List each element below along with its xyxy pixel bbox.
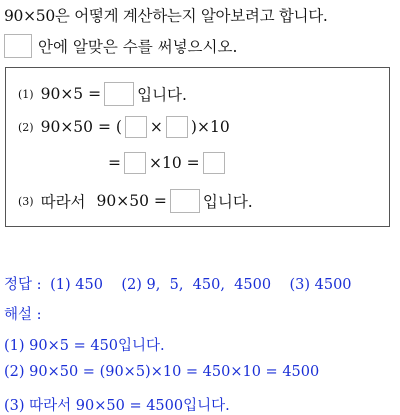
- answer-box-legend: [4, 34, 32, 58]
- item-number-3: (3): [18, 194, 34, 208]
- item-number-1: (1): [18, 87, 34, 101]
- answer-box-3a[interactable]: [124, 152, 146, 174]
- panel-row-4: [18, 189, 253, 213]
- question-line-1: 90×50은 어떻게 계산하는지 알아보려고 합니다.: [4, 7, 328, 25]
- answer-label: 정답 :: [4, 277, 42, 293]
- panel-row-2: [18, 116, 230, 138]
- answer-items: (1) 450 (2) 9, 5, 450, 4500 (3) 4500: [50, 277, 352, 293]
- answer-box-3b[interactable]: [203, 152, 225, 174]
- row4-prefix: 따라서: [40, 193, 86, 211]
- row1-suffix: 입니다.: [137, 86, 187, 104]
- row2-close: )×10: [190, 118, 230, 136]
- answer-box-2a[interactable]: [125, 116, 147, 138]
- explanation-line-2: (2) 90×50 = (90×5)×10 = 450×10 = 4500: [4, 364, 320, 380]
- explanation-label: 해설 :: [4, 307, 42, 323]
- question-line-2: [4, 34, 237, 58]
- row3-times10: ×10 =: [149, 154, 200, 172]
- problem-panel: [5, 67, 390, 227]
- row4-suffix: 입니다.: [202, 193, 253, 211]
- explanation-line-3: (3) 따라서 90×50 = 4500입니다.: [4, 398, 230, 414]
- answer-box-4[interactable]: [170, 189, 200, 213]
- panel-row-3: [108, 152, 225, 174]
- row1-expression: 90×5 =: [40, 85, 102, 103]
- explanation-line-1: (1) 90×5 = 450입니다.: [4, 338, 165, 354]
- panel-row-1: [18, 82, 187, 106]
- row2-expression: 90×50 = (: [40, 118, 122, 136]
- row4-expression: 90×50 =: [96, 192, 167, 210]
- row2-times: ×: [149, 118, 163, 136]
- answer-line: [4, 273, 352, 294]
- question-line-2-text: 안에 알맞은 수를 써넣으시오.: [38, 38, 238, 56]
- item-number-2: (2): [18, 120, 34, 134]
- row3-equals: =: [108, 154, 121, 172]
- answer-box-1[interactable]: [104, 82, 134, 106]
- answer-box-2b[interactable]: [166, 116, 188, 138]
